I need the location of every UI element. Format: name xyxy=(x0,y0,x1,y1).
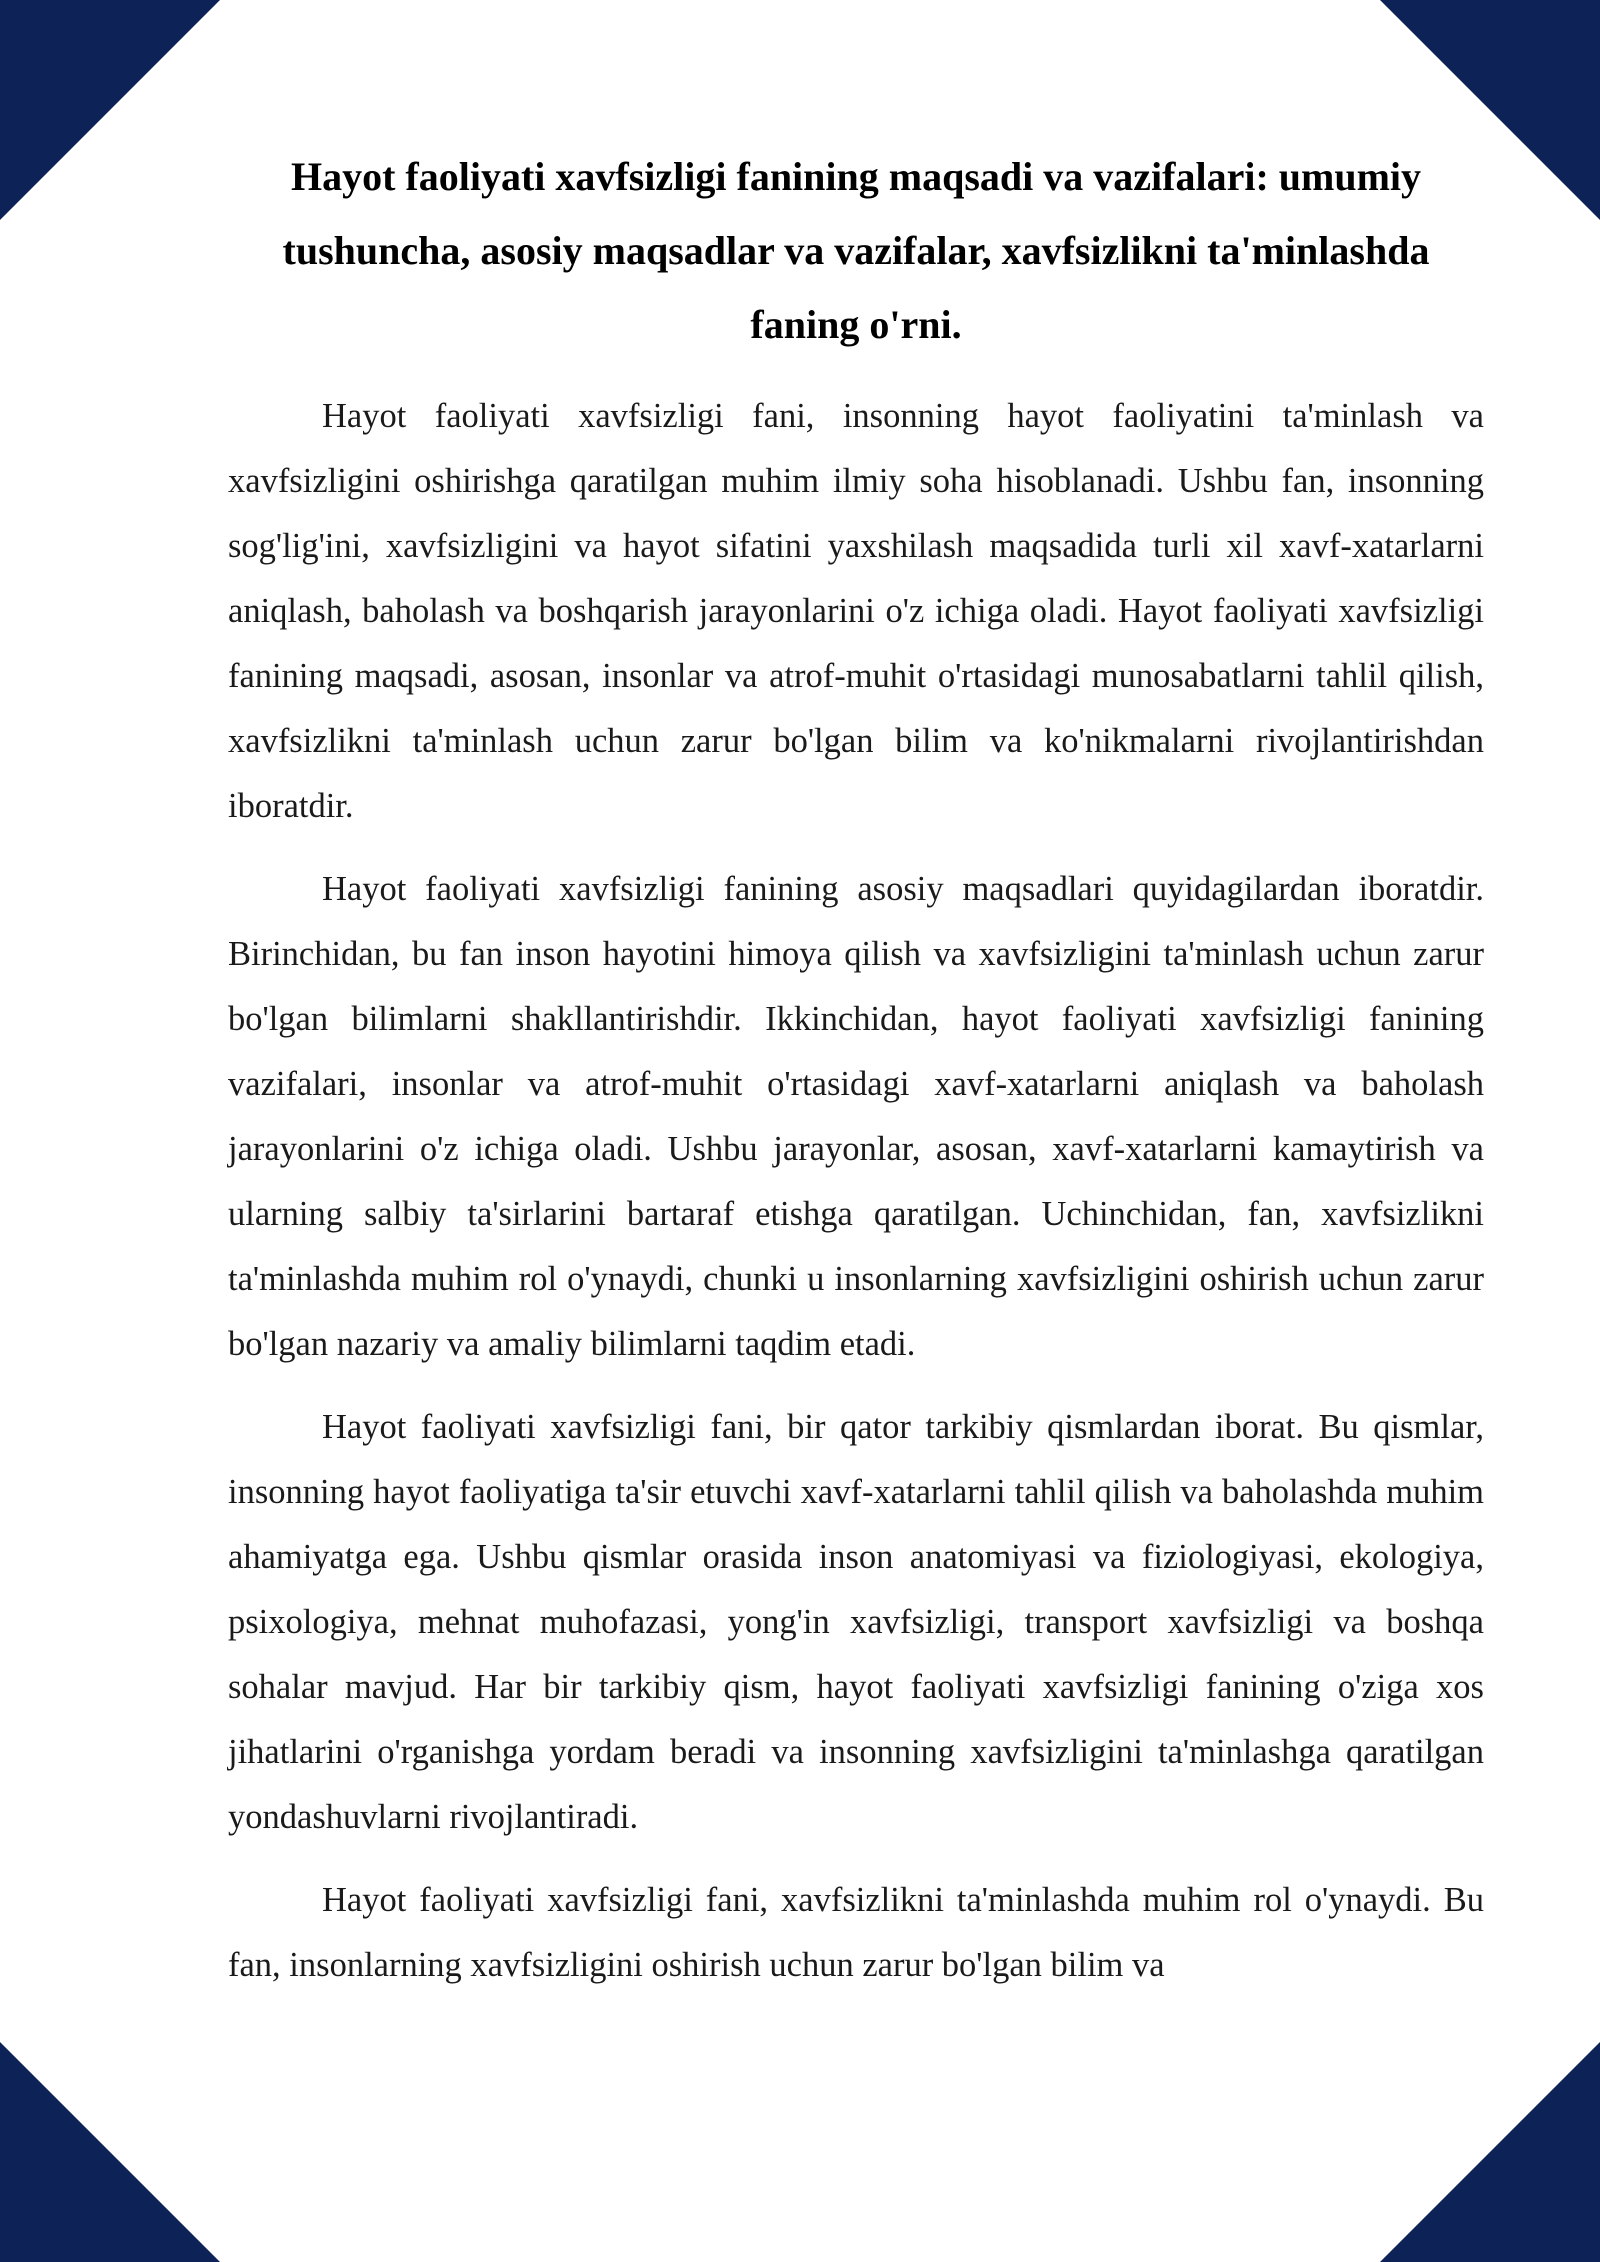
paragraph-4: Hayot faoliyati xavfsizligi fani, xavfsizlikni ta'minlashda muhim rol o'ynaydi. Bu fan, insonlarning xavfsizligini oshirish uchun zarur bo'lgan bilim va xyxy=(228,1881,1484,1984)
document-title: Hayot faoliyati xavfsizligi fanining maqsadi va vazifalari: umumiy tushuncha, asosiy maqsadlar va vazifalar, xavfsizlikni ta'minlashda faning o'rni. xyxy=(282,154,1430,347)
corner-decoration-top-left xyxy=(0,0,220,220)
corner-decoration-bottom-right xyxy=(1380,2042,1600,2262)
paragraph-1: Hayot faoliyati xavfsizligi fani, insonning hayot faoliyatini ta'minlash va xavfsizligini oshirishga qaratilgan muhim ilmiy soha hisoblanadi. Ushbu fan, insonning sog'lig'ini, xavfsizligini va hayot sifatini yaxshilash maqsadida turli xil xavf-xatarlarni aniqlash, baholash va boshqarish jarayonlarini o'z ichiga oladi. Hayot faoliyati xavfsizligi fanining maqsadi, asosan, insonlar va atrof-muhit o'rtasidagi munosabatlarni tahlil qilish, xavfsizlikni ta'minlash uchun zarur bo'lgan bilim va ko'nikmalarni rivojlantirishdan iboratdir. xyxy=(228,397,1484,825)
paragraph-3: Hayot faoliyati xavfsizligi fani, bir qator tarkibiy qismlardan iborat. Bu qismlar, insonning hayot faoliyatiga ta'sir etuvchi xavf-xatarlarni tahlil qilish va baholashda muhim ahamiyatga ega. Ushbu qismlar orasida inson anatomiyasi va fiziologiyasi, ekologiya, psixologiya, mehnat muhofazasi, yong'in xavfsizligi, transport xavfsizligi va boshqa sohalar mavjud. Har bir tarkibiy qism, hayot faoliyati xavfsizligi fanining o'ziga xos jihatlarini o'rganishga yordam beradi va insonning xavfsizligini ta'minlashga qaratilgan yondashuvlarni rivojlantiradi. xyxy=(228,1408,1484,1836)
document-page xyxy=(228,140,1484,2016)
paragraph-2: Hayot faoliyati xavfsizligi fanining asosiy maqsadlari quyidagilardan iboratdir. Birinchidan, bu fan inson hayotini himoya qilish va xavfsizligini ta'minlash uchun zarur bo'lgan bilimlarni shakllantirishdir. Ikkinchidan, hayot faoliyati xavfsizligi fanining vazifalari, insonlar va atrof-muhit o'rtasidagi xavf-xatarlarni aniqlash va baholash jarayonlarini o'z ichiga oladi. Ushbu jarayonlar, asosan, xavf-xatarlarni kamaytirish va ularning salbiy ta'sirlarini bartaraf etishga qaratilgan. Uchinchidan, fan, xavfsizlikni ta'minlashda muhim rol o'ynaydi, chunki u insonlarning xavfsizligini oshirish uchun zarur bo'lgan nazariy va amaliy bilimlarni taqdim etadi. xyxy=(228,870,1484,1363)
corner-decoration-bottom-left xyxy=(0,2042,220,2262)
